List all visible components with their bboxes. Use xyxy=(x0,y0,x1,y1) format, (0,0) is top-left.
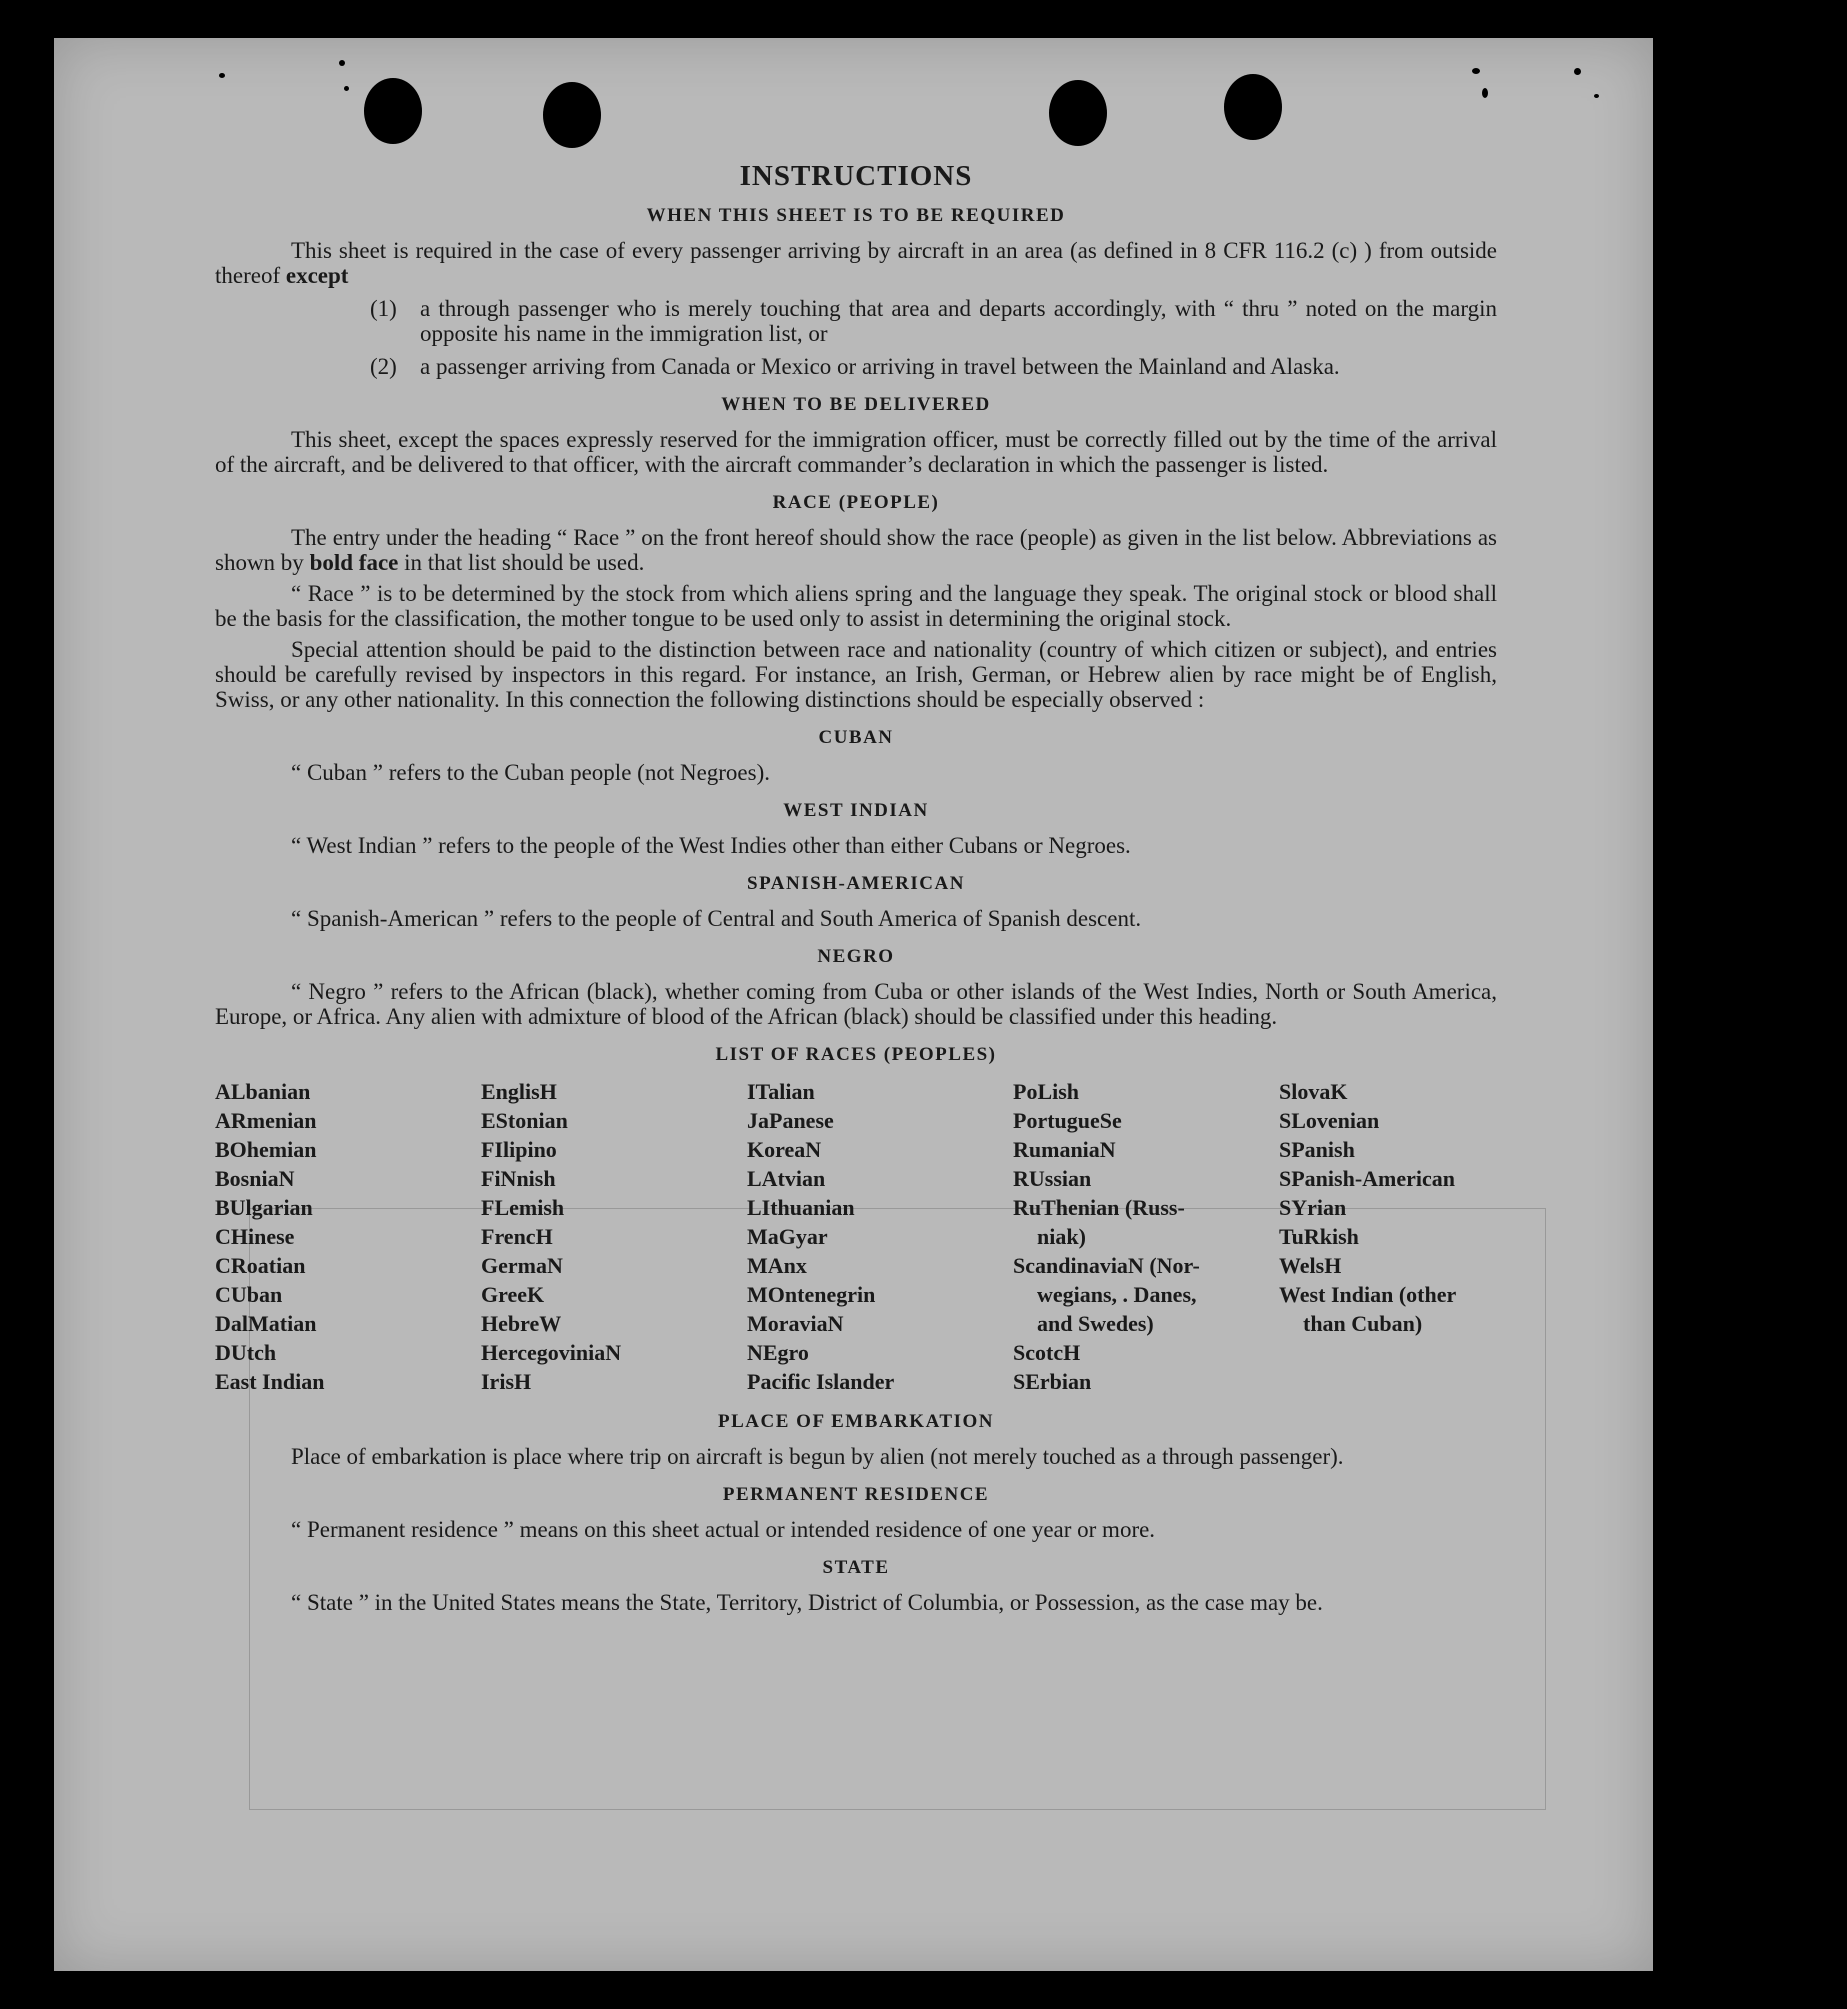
exception-item xyxy=(370,354,1497,379)
race-entry: BOhemian xyxy=(215,1137,317,1162)
section-heading-state: STATE xyxy=(822,1557,890,1578)
ink-speck xyxy=(344,86,349,91)
negro-text: “ Negro ” refers to the African (black), whether coming from Cuba or other islands of the West Indies, North or South America, Europe, or Africa. Any alien with admixture of blood of the African (black) should be classified under this heading. xyxy=(215,979,1497,1029)
race-entry: ITalian xyxy=(747,1079,815,1104)
page-title: INSTRUCTIONS xyxy=(739,160,973,192)
when-required-intro xyxy=(215,238,1497,288)
race-entry: HercegoviniaN xyxy=(481,1340,622,1365)
when-required-except: except xyxy=(285,263,349,288)
race-entry: CHinese xyxy=(215,1224,295,1249)
race-p1-bold: bold face xyxy=(309,550,399,575)
race-entry: ALbanian xyxy=(215,1079,311,1104)
race-entry xyxy=(1279,1367,1497,1396)
race-entry: GreeK xyxy=(481,1282,545,1307)
race-entry: SYrian xyxy=(1279,1195,1347,1220)
race-entry: WelsH xyxy=(1279,1253,1342,1278)
race-entry: EStonian xyxy=(481,1108,568,1133)
race-entry: NEgro xyxy=(747,1340,809,1365)
race-entry: MoraviaN xyxy=(747,1311,844,1336)
race-entry xyxy=(1279,1338,1497,1367)
section-heading-list-of-races: LIST OF RACES (PEOPLES) xyxy=(715,1044,997,1065)
race-entry: SLovenian xyxy=(1279,1108,1380,1133)
ink-speck xyxy=(339,60,345,66)
race-entry: West Indian (other xyxy=(1279,1282,1457,1307)
race-entry: IrisH xyxy=(481,1369,532,1394)
race-entry: MOntenegrin xyxy=(747,1282,876,1307)
race-entry: RUssian xyxy=(1013,1166,1092,1191)
race-p1-end: in that list should be used. xyxy=(404,550,645,575)
exception-text: a through passenger who is merely touching that area and departs accordingly, with “ thru ” noted on the margin opposite his name in the immigration list, or xyxy=(420,296,1497,346)
section-heading-negro: NEGRO xyxy=(817,946,895,967)
west-indian-text: “ West Indian ” refers to the people of the West Indies other than either Cubans or Negroes. xyxy=(291,833,1131,858)
race-entry: Pacific Islander xyxy=(747,1369,895,1394)
ink-speck xyxy=(219,73,225,78)
section-heading-race: RACE (PEOPLE) xyxy=(772,492,940,513)
race-entry: GermaN xyxy=(481,1253,563,1278)
race-entry: LIthuanian xyxy=(747,1195,855,1220)
race-entry: KoreaN xyxy=(747,1137,822,1162)
exception-item xyxy=(370,296,1497,346)
race-entry: FrencH xyxy=(481,1224,553,1249)
race-entry: FiNnish xyxy=(481,1166,556,1191)
races-grid xyxy=(215,1077,1497,1396)
ink-speck xyxy=(1594,94,1599,98)
when-delivered-text: This sheet, except the spaces expressly reserved for the immigration officer, must be correctly filled out by the time of the arrival of the aircraft, and be delivered to that officer, with the aircraft commander’s declaration in which the passenger is listed. xyxy=(215,427,1497,477)
cuban-text: “ Cuban ” refers to the Cuban people (not Negroes). xyxy=(291,760,771,785)
race-entry: CUban xyxy=(215,1282,283,1307)
race-entry: ScandinaviaN (Nor- xyxy=(1013,1253,1200,1278)
race-entry: FIlipino xyxy=(481,1137,557,1162)
section-heading-embarkation: PLACE OF EMBARKATION xyxy=(718,1411,994,1432)
race-entry: RumaniaN xyxy=(1013,1137,1116,1162)
race-entry: EnglisH xyxy=(481,1079,557,1104)
when-required-intro-text: This sheet is required in the case of every passenger arriving by aircraft in an area (as defined in 8 CFR 116.2 (c) ) from outside thereof xyxy=(215,238,1497,288)
race-entry: HebreW xyxy=(481,1311,562,1336)
race-entry: FLemish xyxy=(481,1195,565,1220)
section-heading-cuban: CUBAN xyxy=(818,727,894,748)
race-entry: JaPanese xyxy=(747,1108,834,1133)
race-paragraph-2: “ Race ” is to be determined by the stock from which aliens spring and the language they speak. The original stock or blood shall be the basis for the classification, the mother tongue to be used only to assist in determining the original stock. xyxy=(215,581,1497,631)
race-entry: than Cuban) xyxy=(1303,1311,1423,1336)
race-entry: and Swedes) xyxy=(1037,1311,1154,1336)
section-heading-when-required: WHEN THIS SHEET IS TO BE REQUIRED xyxy=(646,205,1066,226)
race-entry: ARmenian xyxy=(215,1108,317,1133)
exception-text: a passenger arriving from Canada or Mexico or arriving in travel between the Mainland and Alaska. xyxy=(420,354,1340,379)
race-entry: BUlgarian xyxy=(215,1195,313,1220)
race-entry: PortugueSe xyxy=(1013,1108,1122,1133)
race-entry: East Indian xyxy=(215,1369,325,1394)
embarkation-text: Place of embarkation is place where trip on aircraft is begun by alien (not merely touched as a through passenger). xyxy=(291,1444,1344,1469)
residence-text: “ Permanent residence ” means on this sheet actual or intended residence of one year or more. xyxy=(291,1517,1156,1542)
race-entry: ScotcH xyxy=(1013,1340,1081,1365)
race-entry: BosniaN xyxy=(215,1166,295,1191)
race-entry: SErbian xyxy=(1013,1369,1092,1394)
race-entry: DalMatian xyxy=(215,1311,317,1336)
race-entry: wegians, . Danes, xyxy=(1037,1282,1197,1307)
race-entry: RuThenian (Russ- xyxy=(1013,1195,1185,1220)
race-paragraph-3: Special attention should be paid to the distinction between race and nationality (country of which citizen or subject), and entries should be carefully revised by inspectors in this regard. For instance, an Irish, German, or Hebrew alien by race might be of English, Swiss, or any other nationality. In this connection the following distinctions should be especially observed : xyxy=(215,637,1497,712)
race-entry: SPanish-American xyxy=(1279,1166,1455,1191)
section-heading-residence: PERMANENT RESIDENCE xyxy=(722,1484,990,1505)
spanish-american-text: “ Spanish-American ” refers to the people of Central and South America of Spanish descent. xyxy=(291,906,1142,931)
race-entry: PoLish xyxy=(1013,1079,1080,1104)
ink-speck xyxy=(1482,88,1488,98)
race-p1-start: The entry under the heading “ Race ” on the front hereof should show the race (people) as given in the list below. Abbreviations as shown by xyxy=(215,525,1497,575)
race-entry: DUtch xyxy=(215,1340,277,1365)
section-heading-spanish-american: SPANISH-AMERICAN xyxy=(747,873,965,894)
exception-list xyxy=(370,296,1497,379)
race-entry: SPanish xyxy=(1279,1137,1355,1162)
race-paragraph-1 xyxy=(215,525,1497,575)
section-heading-west-indian: WEST INDIAN xyxy=(783,800,929,821)
race-entry: niak) xyxy=(1037,1224,1086,1249)
instructions-body xyxy=(215,120,1497,1621)
state-text: “ State ” in the United States means the State, Territory, District of Columbia, or Possession, as the case may be. xyxy=(291,1590,1323,1615)
ink-speck xyxy=(1574,68,1581,75)
race-entry: MAnx xyxy=(747,1253,807,1278)
section-heading-when-delivered: WHEN TO BE DELIVERED xyxy=(721,394,991,415)
race-entry: MaGyar xyxy=(747,1224,828,1249)
race-entry: TuRkish xyxy=(1279,1224,1359,1249)
race-entry: CRoatian xyxy=(215,1253,306,1278)
exception-number: (2) xyxy=(370,354,397,379)
ink-speck xyxy=(1472,68,1480,74)
exception-number: (1) xyxy=(370,296,397,321)
race-entry: SlovaK xyxy=(1279,1079,1348,1104)
race-entry: LAtvian xyxy=(747,1166,826,1191)
